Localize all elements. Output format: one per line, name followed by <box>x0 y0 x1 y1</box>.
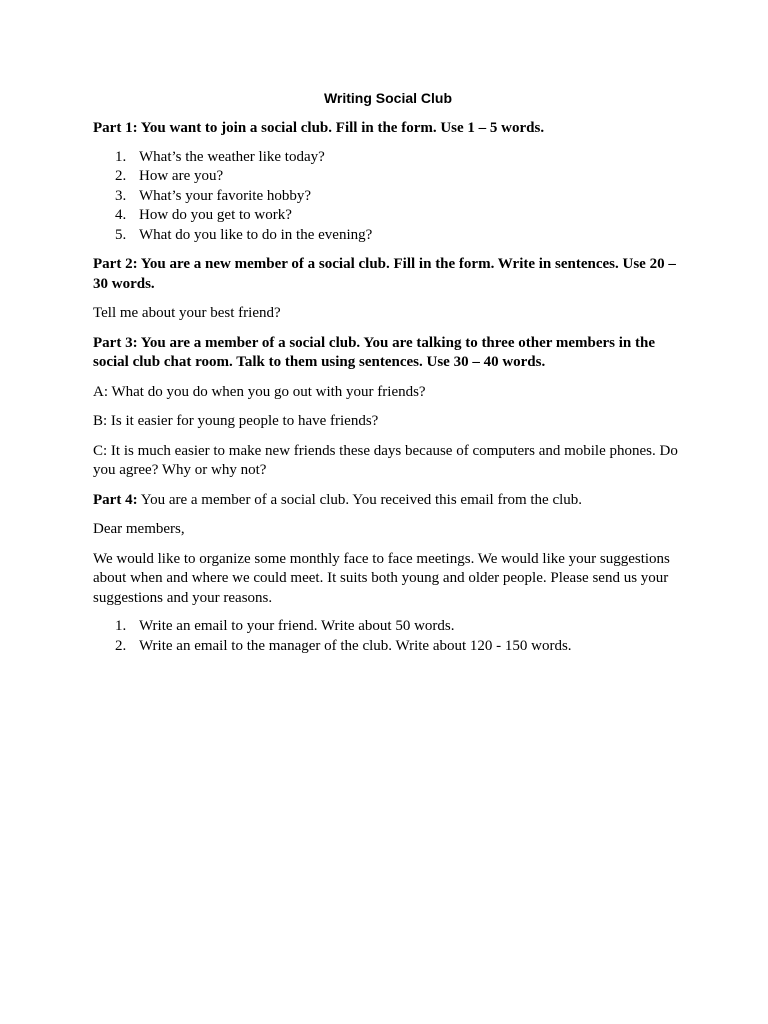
list-number: 4. <box>115 207 127 223</box>
list-text: How are you? <box>139 168 224 184</box>
list-item <box>93 167 683 187</box>
list-item <box>93 148 683 168</box>
email-body: We would like to organize some monthly face to face meetings. We would like your suggestions about when and where we could meet. It suits both young and older people. Please send us your suggestions and your reasons. <box>93 550 670 606</box>
list-item <box>93 637 683 657</box>
document-content <box>93 89 683 666</box>
list-text: What’s your favorite hobby? <box>139 187 312 204</box>
part1-question-list <box>93 148 683 246</box>
email-greeting: Dear members, <box>93 521 185 537</box>
part4-intro <box>93 491 683 511</box>
part3-heading: Part 3: You are a member of a social club. You are talking to three other members in the social club chat room. Talk to them using sentences. Use 30 – 40 words. <box>93 334 656 370</box>
list-text: Write an email to the manager of the club. Write about 120 - 150 words. <box>139 637 572 654</box>
list-number: 2. <box>115 637 127 654</box>
list-item <box>93 187 683 207</box>
list-number: 2. <box>115 168 127 184</box>
list-text: How do you get to work? <box>139 207 292 223</box>
part3-question-b: B: Is it easier for young people to have friends? <box>93 413 379 429</box>
list-number: 1. <box>115 618 127 634</box>
list-item <box>93 226 683 246</box>
part3-question-c: C: It is much easier to make new friends these days because of computers and mobile phones. Do you agree? Why or why not? <box>93 442 678 478</box>
list-number: 1. <box>115 148 127 165</box>
list-number: 5. <box>115 226 127 243</box>
part1-heading: Part 1: You want to join a social club. Fill in the form. Use 1 – 5 words. <box>93 120 545 136</box>
list-text: What do you like to do in the evening? <box>139 226 373 243</box>
part2-prompt: Tell me about your best friend? <box>93 305 281 321</box>
part3-question-a: A: What do you do when you go out with your friends? <box>93 383 426 400</box>
document-title: Writing Social Club <box>323 90 453 106</box>
part4-task-list <box>93 617 683 656</box>
list-text: What’s the weather like today? <box>139 148 325 165</box>
list-text: Write an email to your friend. Write about 50 words. <box>139 618 455 634</box>
part2-heading: Part 2: You are a new member of a social club. Fill in the form. Write in sentences. Use 20 – 30 words. <box>93 256 676 292</box>
list-number: 3. <box>115 187 127 204</box>
list-item <box>93 206 683 226</box>
part4-intro-text: You are a member of a social club. You received this email from the club. <box>137 491 583 508</box>
part4-label: Part 4: <box>93 491 138 508</box>
list-item <box>93 617 683 637</box>
